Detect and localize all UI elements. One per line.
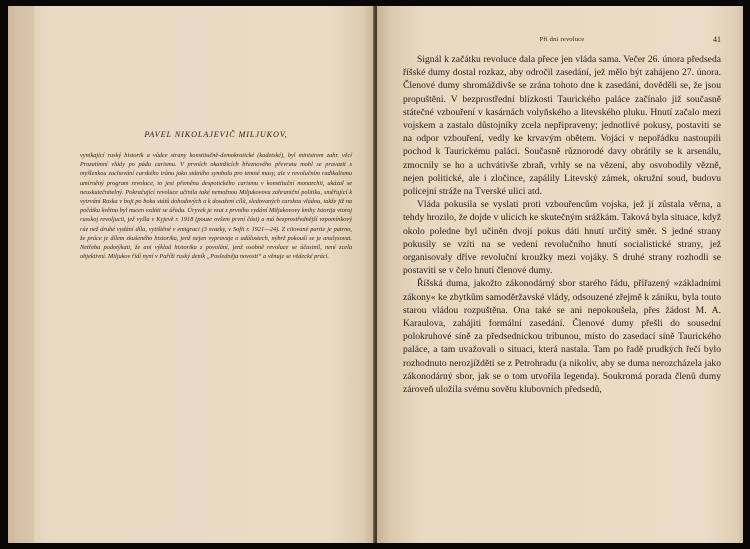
book-spread	[8, 6, 743, 543]
page-number: 41	[713, 35, 721, 44]
page-header	[403, 36, 721, 48]
paragraph: Signál k začátku revoluce dala přece jen vláda sama. Večer 26. února předseda říšské dumy dostal rozkaz, aby odročil zasedání, jež mělo být zahájeno 27. února. Členové dumy shromáždivše se zrána tohoto dne k zasedání, dověděli se, že jsou propuštěni. V bezprostřední blízkosti Taurického paláce začínalo již současně státečné vzbouření v kasárnách volyňského a litevského pluku. Hnutí začalo mezi vojskem a zastalo důstojníky zcela nepřipraveny; jednotlivé pokusy, postaviti se na odpor vzbouření, vedly ke krvavým obětem. Vojáci v nepořádku nastoupili pochod k Taurickému paláci. Současně různorodé davy obrátily se k arsenálu, zmocnily se ho a uchvátivše zbraň, vrhly se na vězení, aby osvobodily vězně, nejen politické, ale i zločince, zapálily Litevský zámek, okružní soud, budovu policejní stráže na Tverské ulici atd.	[403, 54, 721, 198]
body-text	[403, 53, 721, 396]
author-note	[80, 130, 352, 261]
right-page	[377, 6, 743, 543]
author-name: PAVEL NIKOLAJEVIČ MILJUKOV,	[144, 130, 288, 139]
left-page	[8, 6, 375, 543]
page-edges	[8, 6, 34, 543]
paragraph: Vláda pokusila se vyslati proti vzbouřencům vojska, jež jí zůstala věrna, a tehdy hrozilo, že dojde v ulicích ke skutečným srážkám. Taková byla situace, když okolo poledne byl učiněn dvojí pokus dáti hnutí určitý směr. S jedné strany pokusily se vzíti na se vedení revolučního hnutí socialistické strany, jež organisovaly dříve revoluční kroužky mezi vojáky. S druhé strany rozhodli se postaviti se v čelo hnutí členové dumy.	[403, 199, 721, 277]
running-title: Při dni revoluce	[539, 36, 585, 43]
author-biography: vynikající ruský historik a vůdce strany konstitučně-demokratické (kadetské), byl ministrem zahr. věcí Prozatímní vlády po pádu carismu. V prvních okamžicích březnového převratu mohl se pravazit s myšlenkou zachování carského trůnu jako státního symbolu pro temné masy, ale v revolučním radikalismu umírněný program revoluce, to jest přeměna despotického carismu v konstituční monarchii, ukázal se neuskutečnitelný. Pokračující revoluce učinila také nemožnou Miljukovovu zahraniční politiku, směřující k vytrvání Ruska v boji po boku států dohodových a k dosažení cílů, sledovaných carskou vládou, takže již na počátku května byl nucen vzdáti se úřadu. Úryvek je vzat z prvního vydání Miljukovovy knihy Istorija vtoroj russkoj revoljucii, jež vyšla v Kyjevě r. 1918 (pouze ovšem první část) a má bezprostřednější vzpomínkový ráz než druhé vydání díla, vytištěné v emigraci (3 svazky, v Sofii r. 1921—24). Z citované partie je patrno, že práce je dílem zkušeného historika, jenž nejen vypravuje o událostech, nýbrž pokouší se je analysovat. Netřeba podotýkati, že ani výklad historika z povolání, jenž osobně revoluce se účastnil, není zcela objektivní. Miljukov řídí nyní v Paříži ruský deník „Posledněja novosti“ a věnuje se vědecké práci.	[80, 152, 352, 261]
paragraph: Říšská duma, jakožto zákonodárný sbor starého řádu, přiřazený »základními zákony« ke zbytkům samoděržavské vlády, odsouzené zřejmě k zániku, byla touto starou vládou rozpuštěna. Ona také se ani nepokoušela, přes žádost M. A. Karaulova, zahájiti formální zasedání. Členové dumy přešli do sousední polokruhové síně za předsednickou tribunou, místo do zasedací síně Taurického paláce, a tam uvažovali o situaci, která nastala. Tam po řadě prudkých řečí bylo rozhodnuto nerozjížděti se z Petrohradu (a nikoliv, aby se duma nerozcházela jako zákonodárný sbor, jak se o tom utvořila legenda). Soukromá porada členů dumy zároveň uložila svému sovětu klubovních předsedů,	[403, 278, 721, 396]
